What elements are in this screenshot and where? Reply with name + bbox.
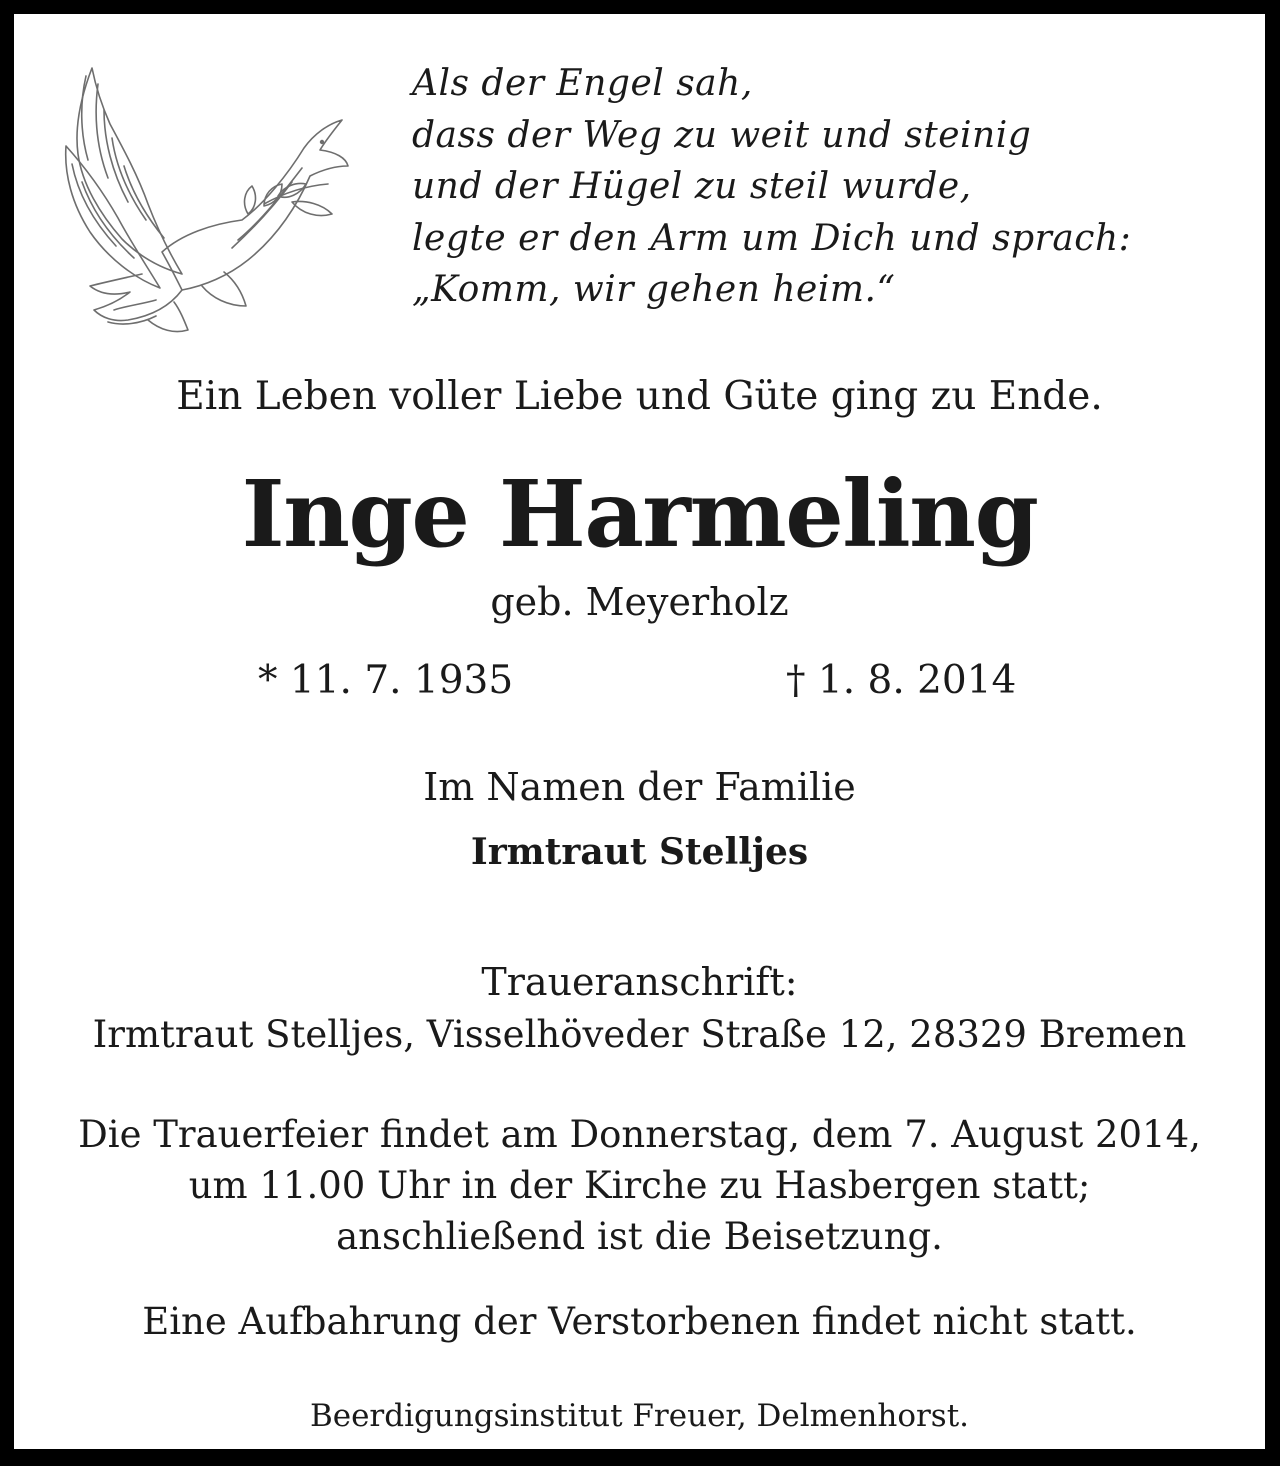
viewing-note: Eine Aufbahrung der Verstorbenen findet nicht statt.: [142, 1300, 1137, 1343]
address-label: Traueranschrift:: [481, 960, 798, 1004]
poem-line: legte er den Arm um Dich und sprach:: [412, 217, 1132, 259]
poem: [412, 58, 1252, 316]
family-name: Irmtraut Stelljes: [470, 831, 809, 873]
poem-line: und der Hügel zu steil wurde,: [412, 166, 972, 207]
poem-line: Als der Engel sah,: [412, 63, 753, 104]
service-line: um 11.00 Uhr in der Kirche zu Hasbergen statt;: [188, 1164, 1091, 1207]
undertaker: Beerdigungsinstitut Freuer, Delmenhorst.: [309, 1398, 970, 1434]
service-line: Die Trauerfeier findet am Donnerstag, dem 7. August 2014,: [78, 1113, 1201, 1156]
intro-text: Ein Leben voller Liebe und Güte ging zu Ende.: [176, 374, 1103, 419]
maiden-name: geb. Meyerholz: [490, 580, 789, 624]
poem-line: dass der Weg zu weit und steinig: [412, 114, 1032, 156]
address-value: Irmtraut Stelljes, Visselhöveder Straße 12, 28329 Bremen: [92, 1013, 1187, 1056]
service-line: anschließend ist die Beisetzung.: [336, 1215, 943, 1258]
deceased-name: Inge Harmeling: [241, 460, 1038, 568]
birth-date: * 11. 7. 1935: [258, 658, 514, 703]
obituary-notice: [14, 14, 1265, 1449]
dove-icon: [52, 54, 352, 344]
poem-line: „Komm, wir gehen heim.“: [412, 269, 896, 310]
service-info: [14, 1109, 1265, 1262]
family-label: Im Namen der Familie: [423, 765, 856, 809]
death-date: † 1. 8. 2014: [786, 658, 1017, 703]
